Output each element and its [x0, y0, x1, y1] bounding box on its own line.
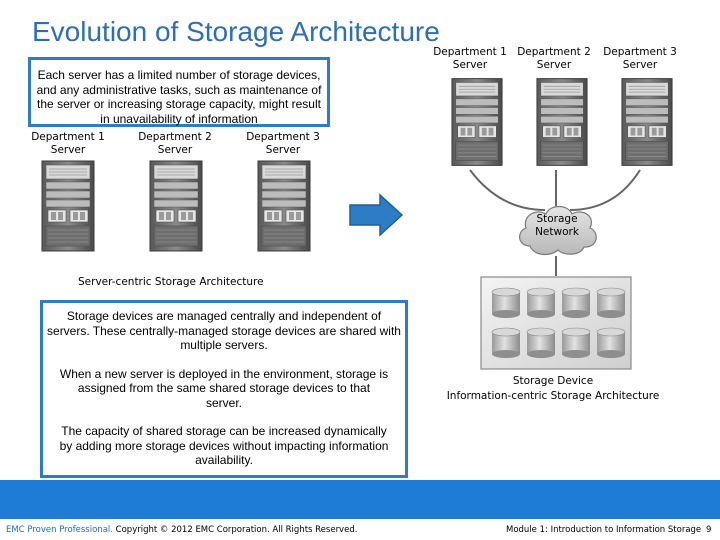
information-centric-label: Information-centric Storage Architecture — [446, 390, 660, 402]
footer-module-title: Module 1: Introduction to Information Storage — [506, 525, 702, 535]
right-server-3-label: Department 3 Server — [603, 46, 677, 71]
disk-icon — [562, 328, 590, 358]
page-number: 9 — [706, 525, 712, 535]
disk-icon — [597, 288, 625, 318]
right-server-1-label: Department 1 Server — [433, 46, 507, 71]
disk-icon — [562, 288, 590, 318]
slide-title: Evolution of Storage Architecture — [32, 16, 440, 47]
disk-icon — [527, 288, 555, 318]
storage-device-array — [480, 276, 632, 370]
callout-paragraph: Storage devices are managed centrally and independent of servers. These centrally-managed storage devices are shared with multiple servers. — [47, 309, 401, 352]
server-icon — [535, 76, 589, 168]
server-icon — [450, 76, 504, 168]
callout-centralized-storage — [40, 300, 408, 478]
footer-copyright — [6, 525, 357, 535]
callout-server-limitation: Each server has a limited number of storage devices, and any administrative tasks, such as maintenance of the server or increasing storage capacity, might result in unavailability of information — [28, 57, 330, 127]
server-icon — [620, 76, 674, 168]
footer-copyright-text: Copyright © 2012 EMC Corporation. All Rights Reserved. — [112, 525, 358, 535]
storage-device-label: Storage Device — [512, 375, 594, 387]
left-server-2-label: Department 2 Server — [138, 131, 212, 156]
disk-icon — [597, 328, 625, 358]
left-server-1-label: Department 1 Server — [31, 131, 105, 156]
right-server-2-label: Department 2 Server — [517, 46, 591, 71]
footer-band — [0, 480, 720, 519]
disk-icon — [492, 288, 520, 318]
left-server-3-label: Department 3 Server — [246, 131, 320, 156]
server-centric-label: Server-centric Storage Architecture — [78, 276, 264, 288]
callout-paragraph: When a new server is deployed in the environment, storage is assigned from the same shared storage devices to that server. — [59, 366, 389, 410]
disk-icon — [492, 328, 520, 358]
callout-paragraph: The capacity of shared storage can be increased dynamically by adding more storage devices without impacting information availability. — [59, 424, 389, 467]
storage-network-label: Storage Network — [535, 213, 579, 238]
disk-icon — [527, 328, 555, 358]
footer-brand: EMC Proven Professional. — [6, 525, 113, 535]
footer — [0, 519, 720, 540]
